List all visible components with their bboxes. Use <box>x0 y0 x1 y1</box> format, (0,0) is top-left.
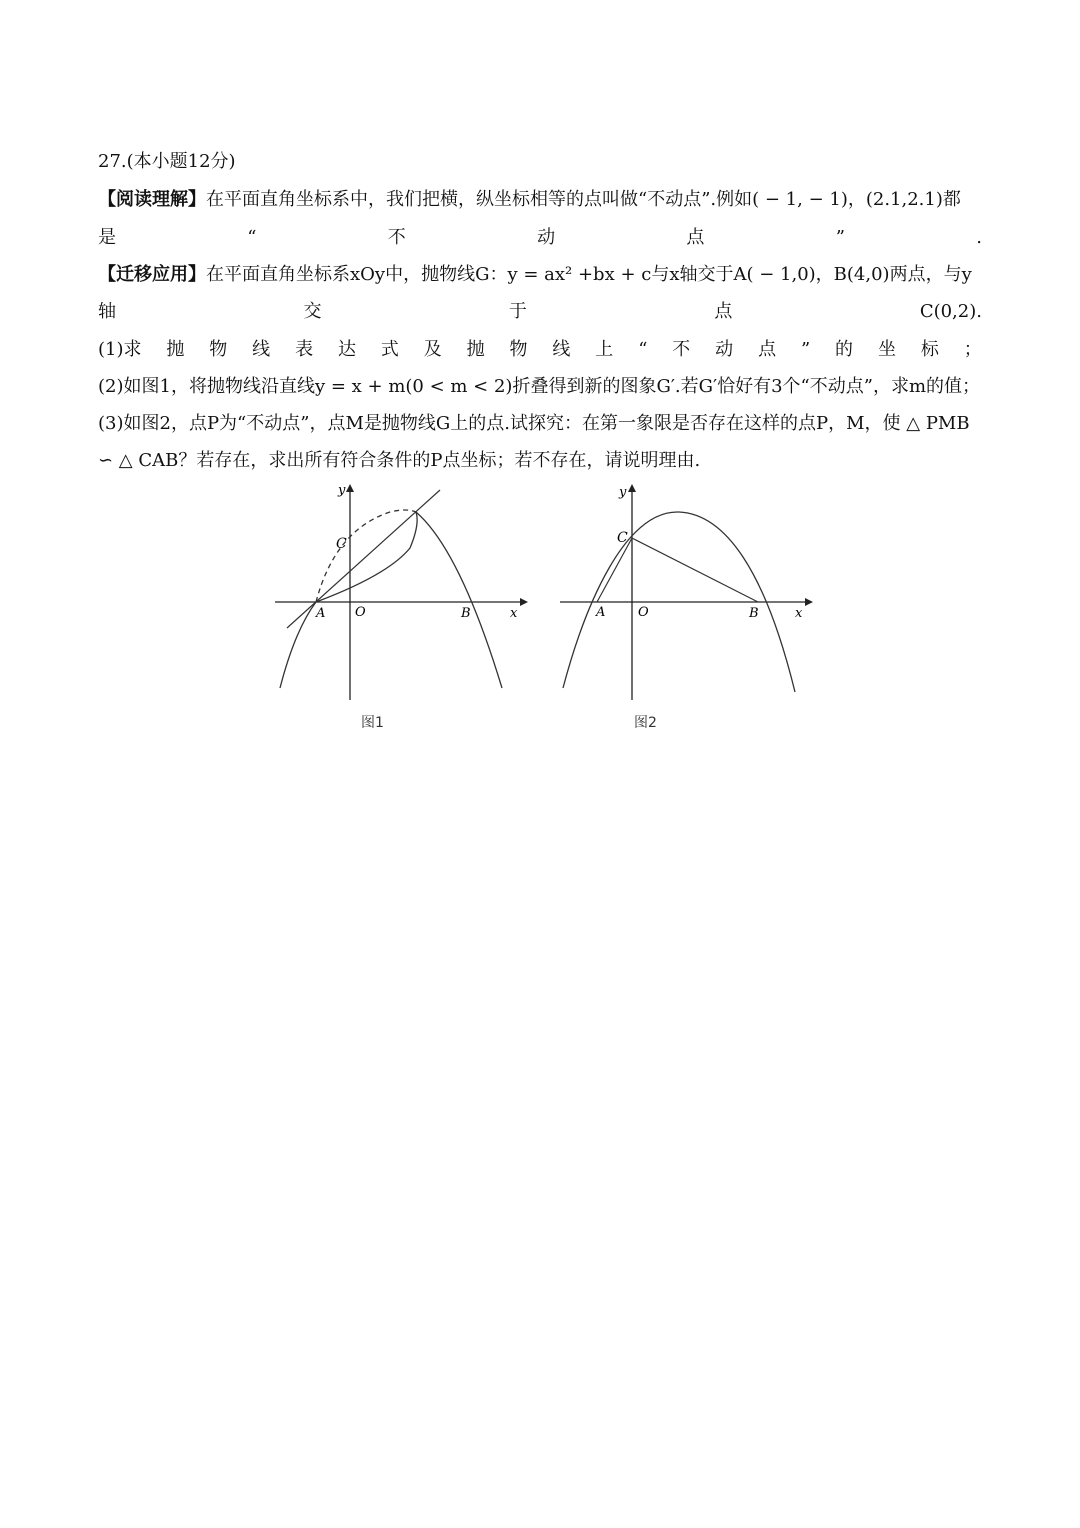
reading-paragraph <box>98 188 982 212</box>
transfer-cont-char: 于 <box>508 301 527 322</box>
question-1-char: ； <box>963 339 982 360</box>
question-1-char: 抛 <box>466 339 485 360</box>
reading-cont-char: 点 <box>686 227 705 248</box>
transfer-cont-char: 交 <box>303 301 322 322</box>
reading-cont-char: 不 <box>387 227 406 248</box>
transfer-cont-char: 轴 <box>98 301 116 322</box>
fig2-label-o: O <box>638 605 649 620</box>
question-1-char: (1)求 <box>98 339 142 360</box>
transfer-cont-char: 点 <box>714 301 733 322</box>
question-1-char: 坐 <box>877 339 896 360</box>
question-1-char: 上 <box>595 339 614 360</box>
transfer-tag: 【迁移应用】 <box>98 264 206 285</box>
fig1-y-arrow <box>346 484 354 492</box>
fig2-segment-ac <box>597 538 632 602</box>
fig1-label-b: B <box>461 606 471 621</box>
fig2-x-arrow <box>805 598 813 606</box>
fig1-parabola-left <box>280 602 316 688</box>
reading-cont-char: 是 <box>98 227 116 248</box>
fig2-segment-cb <box>632 538 758 602</box>
question-1-char: 物 <box>209 339 228 360</box>
reading-continuation <box>98 226 982 250</box>
question-1-char: 点 <box>758 339 777 360</box>
question-1-char: ” <box>800 339 811 360</box>
fig1-label-c: C <box>336 536 347 552</box>
transfer-cont-char: C(0,2). <box>919 301 982 322</box>
question-1-char: 线 <box>252 339 271 360</box>
question-1-char: 表 <box>295 339 314 360</box>
reading-cont-char: ” <box>835 227 845 248</box>
question-1-char: 达 <box>337 339 356 360</box>
question-1-char: 及 <box>423 339 442 360</box>
reading-tag: 【阅读理解】 <box>98 189 206 210</box>
fig2-label-y: y <box>619 485 627 500</box>
question-3-line-2: ∽ △ CAB？若存在，求出所有符合条件的P点坐标；若不存在，请说明理由. <box>98 450 701 471</box>
transfer-continuation <box>98 300 982 324</box>
question-1 <box>98 338 982 362</box>
fig1-label-y: y <box>338 483 346 498</box>
fig1-parabola-right <box>416 512 502 688</box>
question-1-char: 线 <box>552 339 571 360</box>
question-1-char: “ <box>638 339 648 360</box>
fig1-x-arrow <box>520 598 528 606</box>
reading-text: 在平面直角坐标系中，我们把横，纵坐标相等的点叫做“不动点”.例如( − 1, − 1)，(2.1,2.1)都 <box>206 189 961 210</box>
question-3-line-1: (3)如图2，点P为“不动点”，点M是抛物线G上的点.试探究：在第一象限是否存在这样的点P，M，使 △ PMB <box>98 413 970 434</box>
fig2-label-c: C <box>617 530 628 546</box>
question-1-char: 物 <box>509 339 528 360</box>
reading-cont-char: “ <box>247 227 257 248</box>
reading-cont-char: 动 <box>537 227 556 248</box>
figure-2-graph <box>555 480 815 705</box>
figure-2-caption: 图2 <box>634 715 657 731</box>
fig2-y-arrow <box>628 484 636 492</box>
fig2-label-b: B <box>749 606 759 621</box>
question-2: (2)如图1，将抛物线沿直线y = x + m(0 < m < 2)折叠得到新的图象G′.若G′恰好有3个“不动点”，求m的值； <box>98 376 981 397</box>
question-1-char: 不 <box>672 339 691 360</box>
transfer-text: 在平面直角坐标系xOy中，抛物线G：y = ax² +bx + c与x轴交于A( − 1,0)，B(4,0)两点，与y <box>206 264 972 285</box>
question-1-char: 抛 <box>166 339 185 360</box>
figure-1-graph <box>270 480 530 705</box>
fig1-label-o: O <box>355 605 366 620</box>
fig2-label-x: x <box>795 606 803 621</box>
question-1-char: 动 <box>715 339 734 360</box>
fig1-label-a: A <box>316 606 326 621</box>
question-1-char: 的 <box>835 339 854 360</box>
problem-header: 27.(本小题12分) <box>98 151 236 172</box>
reading-cont-char: . <box>976 227 982 248</box>
fig1-label-x: x <box>510 606 518 621</box>
question-1-char: 标 <box>920 339 939 360</box>
fig2-label-a: A <box>596 605 606 620</box>
figure-1-caption: 图1 <box>361 715 384 731</box>
question-1-char: 式 <box>380 339 399 360</box>
transfer-paragraph <box>98 263 982 287</box>
